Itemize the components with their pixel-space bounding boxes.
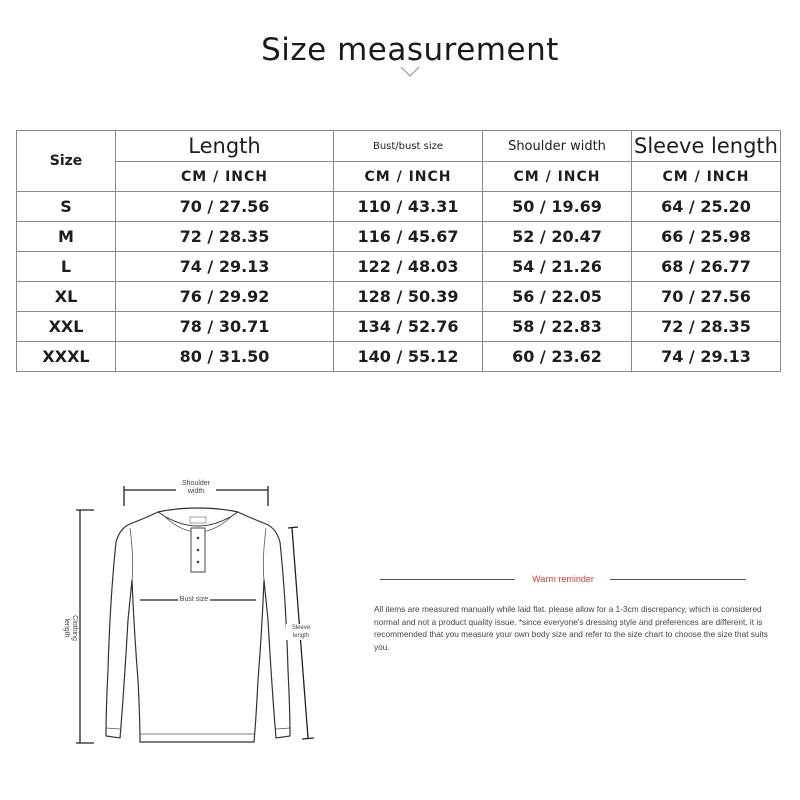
size-cell: M xyxy=(17,222,116,252)
column-header: Length xyxy=(116,131,334,162)
sleeve-length-label xyxy=(286,624,316,640)
garment-diagram xyxy=(60,470,320,760)
table-cell: 134 / 52.76 xyxy=(334,312,483,342)
table-cell: 68 / 26.77 xyxy=(632,252,781,282)
size-header: Size xyxy=(17,131,116,192)
size-cell: XXXL xyxy=(17,342,116,372)
table-cell: 54 / 21.26 xyxy=(483,252,632,282)
clothing-length-label-line2: length xyxy=(63,618,70,638)
table-cell: 60 / 23.62 xyxy=(483,342,632,372)
shoulder-width-label-line1: Shoulder xyxy=(181,480,211,487)
size-table xyxy=(16,130,781,372)
table-cell: 128 / 50.39 xyxy=(334,282,483,312)
table-cell: 140 / 55.12 xyxy=(334,342,483,372)
unit-header: CM / INCH xyxy=(483,162,632,192)
reminder-divider-right xyxy=(610,579,746,580)
size-cell: S xyxy=(17,192,116,222)
table-cell: 110 / 43.31 xyxy=(334,192,483,222)
reminder-title: Warm reminder xyxy=(532,574,594,584)
table-cell: 78 / 30.71 xyxy=(116,312,334,342)
table-cell: 64 / 25.20 xyxy=(632,192,781,222)
unit-header: CM / INCH xyxy=(334,162,483,192)
clothing-length-label-line1: Clothing xyxy=(71,615,78,641)
table-row xyxy=(17,312,781,342)
table-cell: 58 / 22.83 xyxy=(483,312,632,342)
clothing-length-label xyxy=(62,604,78,652)
table-cell: 76 / 29.92 xyxy=(116,282,334,312)
unit-header: CM / INCH xyxy=(632,162,781,192)
table-cell: 116 / 45.67 xyxy=(334,222,483,252)
table-row xyxy=(17,222,781,252)
table-header-row xyxy=(17,131,781,162)
size-cell: L xyxy=(17,252,116,282)
table-row xyxy=(17,192,781,222)
table-cell: 122 / 48.03 xyxy=(334,252,483,282)
table-cell: 80 / 31.50 xyxy=(116,342,334,372)
shoulder-width-label-line2: width xyxy=(187,488,205,495)
table-row xyxy=(17,252,781,282)
column-header: Sleeve length xyxy=(632,131,781,162)
column-header: Bust/bust size xyxy=(334,131,483,162)
bust-size-label: Bust size xyxy=(179,596,209,603)
shirt-outline-icon xyxy=(60,470,320,760)
table-cell: 52 / 20.47 xyxy=(483,222,632,252)
unit-header: CM / INCH xyxy=(116,162,334,192)
size-cell: XXL xyxy=(17,312,116,342)
reminder-divider-left xyxy=(380,579,515,580)
size-cell: XL xyxy=(17,282,116,312)
chevron-down-icon xyxy=(399,60,421,82)
table-cell: 66 / 25.98 xyxy=(632,222,781,252)
sleeve-length-label-line2: length xyxy=(292,633,310,639)
table-cell: 56 / 22.05 xyxy=(483,282,632,312)
table-row xyxy=(17,342,781,372)
table-cell: 74 / 29.13 xyxy=(632,342,781,372)
shoulder-width-label xyxy=(176,480,216,496)
table-cell: 70 / 27.56 xyxy=(116,192,334,222)
table-cell: 50 / 19.69 xyxy=(483,192,632,222)
table-cell: 72 / 28.35 xyxy=(632,312,781,342)
table-row xyxy=(17,282,781,312)
page-title: Size measurement xyxy=(261,32,559,68)
sleeve-length-label-line1: Sleeve xyxy=(291,625,311,631)
table-cell: 72 / 28.35 xyxy=(116,222,334,252)
table-unit-row xyxy=(17,162,781,192)
column-header: Shoulder width xyxy=(483,131,632,162)
table-cell: 74 / 29.13 xyxy=(116,252,334,282)
reminder-text: All items are measured manually while laid flat. please allow for a 1-3cm discrepancy, which is considered normal and not a product quality issue. *since everyone's dressing style and preferences are different, it is recommended that you measure your own body size and refer to the size chart to choose the size that suits you. xyxy=(374,604,768,652)
table-cell: 70 / 27.56 xyxy=(632,282,781,312)
